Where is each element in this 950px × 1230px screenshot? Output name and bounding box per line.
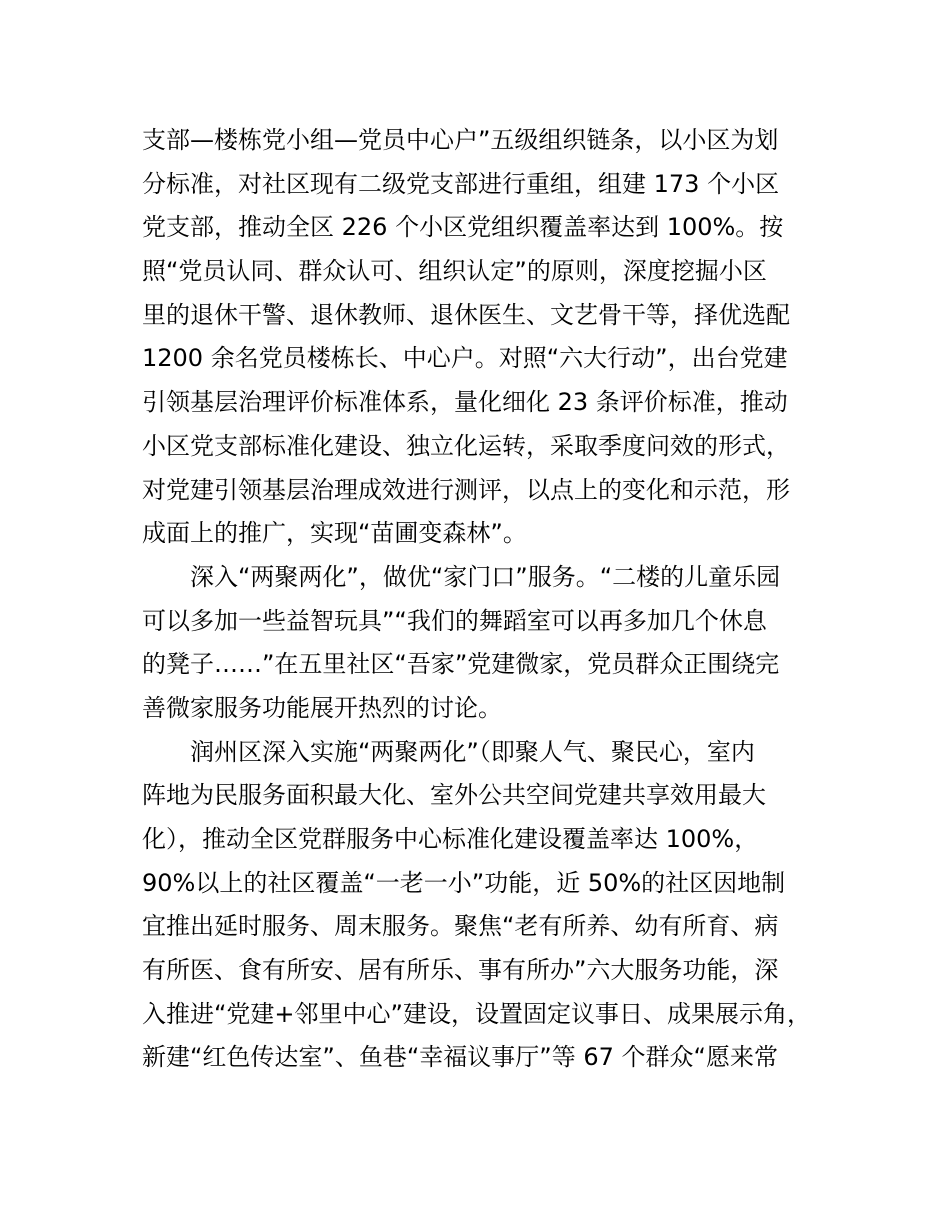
text-line: 的凳子……”在五里社区“吾家”党建微家，党员群众正围绕完 xyxy=(142,650,780,679)
text-line: 深入“两聚两化”，做优“家门口”服务。“二楼的儿童乐园 xyxy=(190,562,781,591)
text-line: 小区党支部标准化建设、独立化运转，采取季度问效的形式， xyxy=(142,431,790,460)
text-line: 1200 余名党员楼栋长、中心户。对照“六大行动”，出台党建 xyxy=(142,344,788,373)
paragraph-2 xyxy=(142,556,814,731)
text-line: 可以多加一些益智玩具”“我们的舞蹈室可以再多加几个休息 xyxy=(142,606,767,635)
text-line: 支部—楼栋党小组—党员中心户”五级组织链条，以小区为划 xyxy=(142,126,779,154)
text-line: 阵地为民服务面积最大化、室外公共空间党建共享效用最大 xyxy=(142,781,766,810)
text-line: 入推进“党建+邻里中心”建设，设置固定议事日、成果展示角， xyxy=(142,999,811,1028)
paragraph-3 xyxy=(142,731,814,1081)
text-line: 新建“红色传达室”、鱼巷“幸福议事厅”等 67 个群众“愿来常 xyxy=(142,1043,778,1072)
document-body xyxy=(142,119,814,1080)
text-line: 分标准，对社区现有二级党支部进行重组，组建 173 个小区 xyxy=(142,169,780,198)
text-line: 照“党员认同、群众认可、组织认定”的原则，深度挖掘小区 xyxy=(142,257,767,286)
text-line: 润州区深入实施“两聚两化”（即聚人气、聚民心，室内 xyxy=(190,737,755,766)
text-line: 对党建引领基层治理成效进行测评，以点上的变化和示范，形 xyxy=(142,475,790,504)
text-line: 党支部，推动全区 226 个小区党组织覆盖率达到 100%。按 xyxy=(142,213,784,242)
text-line: 化），推动全区党群服务中心标准化建设覆盖率达 100%， xyxy=(142,825,759,853)
paragraph-1 xyxy=(142,119,814,556)
text-line: 善微家服务功能展开热烈的讨论。 xyxy=(142,693,502,722)
text-line: 引领基层治理评价标准体系，量化细化 23 条评价标准，推动 xyxy=(142,388,788,417)
text-line: 里的退休干警、退休教师、退休医生、文艺骨干等，择优选配 xyxy=(142,300,790,329)
text-line: 成面上的推广，实现“苗圃变森林”。 xyxy=(142,519,527,548)
text-line: 有所医、食有所安、居有所乐、事有所办”六大服务功能，深 xyxy=(142,956,779,985)
text-line: 90%以上的社区覆盖“一老一小”功能，近 50%的社区因地制 xyxy=(142,868,786,897)
text-line: 宜推出延时服务、周末服务。聚焦“老有所养、幼有所育、病 xyxy=(142,912,779,941)
